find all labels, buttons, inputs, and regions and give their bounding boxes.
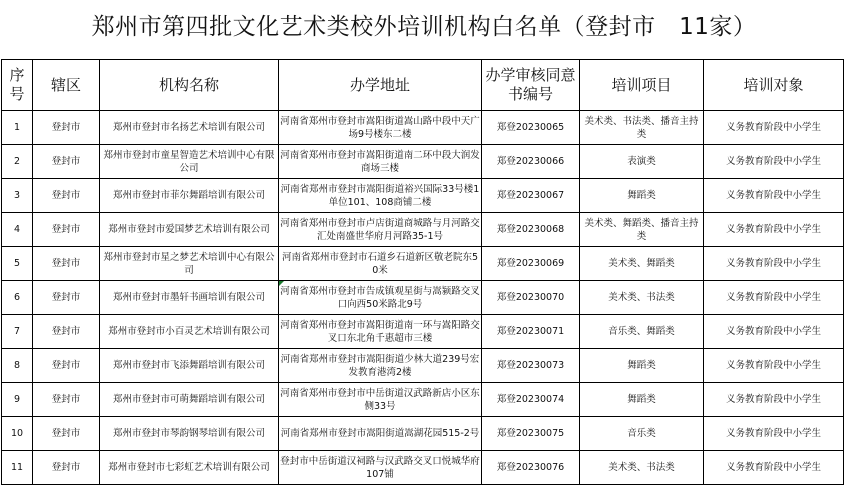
cell-district: 登封市 (33, 247, 100, 281)
cell-program-text: 美术类、书法类 (608, 292, 675, 303)
cell-district: 登封市 (33, 145, 100, 179)
cell-program (580, 383, 704, 417)
cell-index: 9 (2, 383, 33, 417)
cell-address-text: 河南省郑州市登封市嵩阳街道裕兴国际33号楼1单位101、108商铺二楼 (280, 183, 480, 208)
header-name: 机构名称 (100, 60, 279, 111)
header-district: 辖区 (33, 60, 100, 111)
table-row (2, 213, 844, 247)
cell-program-text: 音乐类、舞蹈类 (608, 326, 675, 337)
table-row (2, 315, 844, 349)
table-row (2, 349, 844, 383)
cell-address-text: 河南省郑州市登封市卢店街道商城路与月河路交汇处南盛世华府月河路35-1号 (280, 217, 480, 242)
cell-district: 登封市 (33, 179, 100, 213)
cell-name (100, 145, 279, 179)
table-row (2, 383, 844, 417)
cell-target: 义务教育阶段中小学生 (704, 281, 844, 315)
cell-address (279, 179, 482, 213)
cell-program-text: 美术类、书法类、播音主持类 (584, 115, 699, 140)
cell-address-text: 河南省郑州市登封市嵩阳街道南二环中段大润发商场三楼 (280, 149, 480, 174)
table-row (2, 179, 844, 213)
cell-name-text: 郑州市登封市童星智造艺术培训中心有限公司 (103, 149, 275, 174)
cell-address (279, 383, 482, 417)
cell-comment-marker (279, 281, 284, 286)
cell-approval: 郑登20230075 (482, 417, 580, 451)
cell-address (279, 111, 482, 145)
cell-district: 登封市 (33, 349, 100, 383)
cell-address (279, 213, 482, 247)
cell-name (100, 383, 279, 417)
cell-district: 登封市 (33, 417, 100, 451)
cell-index: 2 (2, 145, 33, 179)
cell-index: 7 (2, 315, 33, 349)
cell-address-text: 河南省郑州市登封市嵩阳街道少林大道239号宏发教育港湾2楼 (280, 353, 480, 378)
cell-name (100, 111, 279, 145)
cell-target: 义务教育阶段中小学生 (704, 383, 844, 417)
cell-district: 登封市 (33, 315, 100, 349)
cell-address-text: 河南省郑州市登封市嵩阳街道嵩山路中段中天广场9号楼东二楼 (280, 115, 480, 140)
whitelist-table (1, 59, 844, 485)
cell-approval: 郑登20230068 (482, 213, 580, 247)
table-row (2, 281, 844, 315)
cell-target: 义务教育阶段中小学生 (704, 451, 844, 485)
cell-name-text: 郑州市登封市菲尔舞蹈培训有限公司 (112, 190, 265, 201)
table-row (2, 417, 844, 451)
cell-approval: 郑登20230069 (482, 247, 580, 281)
cell-program (580, 349, 704, 383)
cell-name-text: 郑州市登封市星之梦艺术培训中心有限公司 (103, 251, 275, 276)
cell-target: 义务教育阶段中小学生 (704, 349, 844, 383)
cell-name-text: 郑州市登封市名扬艺术培训有限公司 (112, 122, 265, 133)
cell-program (580, 179, 704, 213)
cell-index: 6 (2, 281, 33, 315)
cell-target: 义务教育阶段中小学生 (704, 247, 844, 281)
cell-program (580, 213, 704, 247)
cell-district: 登封市 (33, 213, 100, 247)
cell-index: 11 (2, 451, 33, 485)
cell-index: 5 (2, 247, 33, 281)
cell-district: 登封市 (33, 281, 100, 315)
cell-approval: 郑登20230066 (482, 145, 580, 179)
cell-index: 10 (2, 417, 33, 451)
cell-program-text: 美术类、舞蹈类 (608, 258, 675, 269)
cell-program (580, 315, 704, 349)
cell-program (580, 451, 704, 485)
table-row (2, 247, 844, 281)
cell-address-text: 河南省郑州市登封市中岳街道汉武路新店小区东侧33号 (280, 387, 480, 412)
cell-name-text: 郑州市登封市琴韵钢琴培训有限公司 (112, 428, 265, 439)
cell-district: 登封市 (33, 383, 100, 417)
table-body (2, 111, 844, 485)
cell-name (100, 451, 279, 485)
page-title: 郑州市第四批文化艺术类校外培训机构白名单（登封市 11家） (91, 14, 757, 40)
cell-program-text: 音乐类 (627, 428, 656, 439)
cell-approval: 郑登20230073 (482, 349, 580, 383)
cell-name-text: 郑州市登封市爱国梦艺术培训有限公司 (108, 224, 270, 235)
cell-address (279, 281, 482, 315)
cell-approval: 郑登20230076 (482, 451, 580, 485)
cell-name-text: 郑州市登封市墨轩书画培训有限公司 (112, 292, 265, 303)
table-row (2, 145, 844, 179)
cell-target: 义务教育阶段中小学生 (704, 111, 844, 145)
cell-name (100, 247, 279, 281)
cell-program-text: 美术类、书法类 (608, 462, 675, 473)
cell-name (100, 213, 279, 247)
cell-address-text: 河南省郑州市登封市石道乡石道新区敬老院东50米 (281, 251, 479, 276)
cell-name (100, 417, 279, 451)
header-approval: 办学审核同意书编号 (482, 60, 580, 111)
cell-name (100, 315, 279, 349)
cell-address-text: 登封市中岳街道汉祠路与汉武路交叉口悦城华府107铺 (280, 455, 480, 480)
cell-program-text: 舞蹈类 (627, 360, 656, 371)
cell-name (100, 179, 279, 213)
cell-name (100, 281, 279, 315)
cell-target: 义务教育阶段中小学生 (704, 417, 844, 451)
cell-approval: 郑登20230071 (482, 315, 580, 349)
header-index: 序号 (2, 60, 33, 111)
cell-address-text: 河南省郑州市登封市告成镇观星街与嵩颍路交叉口向西50米路北9号 (280, 285, 480, 310)
header-program: 培训项目 (580, 60, 704, 111)
cell-name-text: 郑州市登封市可萌舞蹈培训有限公司 (112, 394, 265, 405)
cell-address (279, 247, 482, 281)
cell-approval: 郑登20230067 (482, 179, 580, 213)
cell-address (279, 451, 482, 485)
cell-address (279, 145, 482, 179)
cell-name-text: 郑州市登封市飞添舞蹈培训有限公司 (112, 360, 265, 371)
cell-program (580, 281, 704, 315)
cell-index: 3 (2, 179, 33, 213)
cell-target: 义务教育阶段中小学生 (704, 315, 844, 349)
cell-address-text: 河南省郑州市登封市嵩阳街道嵩湖花园515-2号 (280, 428, 480, 439)
cell-program-text: 舞蹈类 (627, 190, 656, 201)
cell-district: 登封市 (33, 111, 100, 145)
header-address: 办学地址 (279, 60, 482, 111)
table-row (2, 451, 844, 485)
cell-name-text: 郑州市登封市小百灵艺术培训有限公司 (108, 326, 270, 337)
cell-target: 义务教育阶段中小学生 (704, 179, 844, 213)
cell-address-text: 河南省郑州市登封市嵩阳街道南一环与嵩阳路交叉口东北角千惠超市三楼 (280, 319, 480, 344)
cell-program-text: 舞蹈类 (627, 394, 656, 405)
cell-program-text: 美术类、舞蹈类、播音主持类 (584, 217, 699, 242)
cell-name-text: 郑州市登封市七彩虹艺术培训有限公司 (108, 462, 270, 473)
cell-target: 义务教育阶段中小学生 (704, 213, 844, 247)
table-row (2, 111, 844, 145)
cell-target: 义务教育阶段中小学生 (704, 145, 844, 179)
cell-program (580, 247, 704, 281)
cell-name (100, 349, 279, 383)
cell-approval: 郑登20230070 (482, 281, 580, 315)
header-row (2, 60, 844, 111)
cell-approval: 郑登20230065 (482, 111, 580, 145)
cell-program-text: 表演类 (627, 156, 656, 167)
cell-address (279, 417, 482, 451)
cell-approval: 郑登20230074 (482, 383, 580, 417)
cell-district: 登封市 (33, 451, 100, 485)
cell-program (580, 417, 704, 451)
cell-index: 1 (2, 111, 33, 145)
cell-program (580, 111, 704, 145)
cell-address (279, 315, 482, 349)
header-target: 培训对象 (704, 60, 844, 111)
cell-program (580, 145, 704, 179)
cell-index: 4 (2, 213, 33, 247)
cell-index: 8 (2, 349, 33, 383)
cell-address (279, 349, 482, 383)
